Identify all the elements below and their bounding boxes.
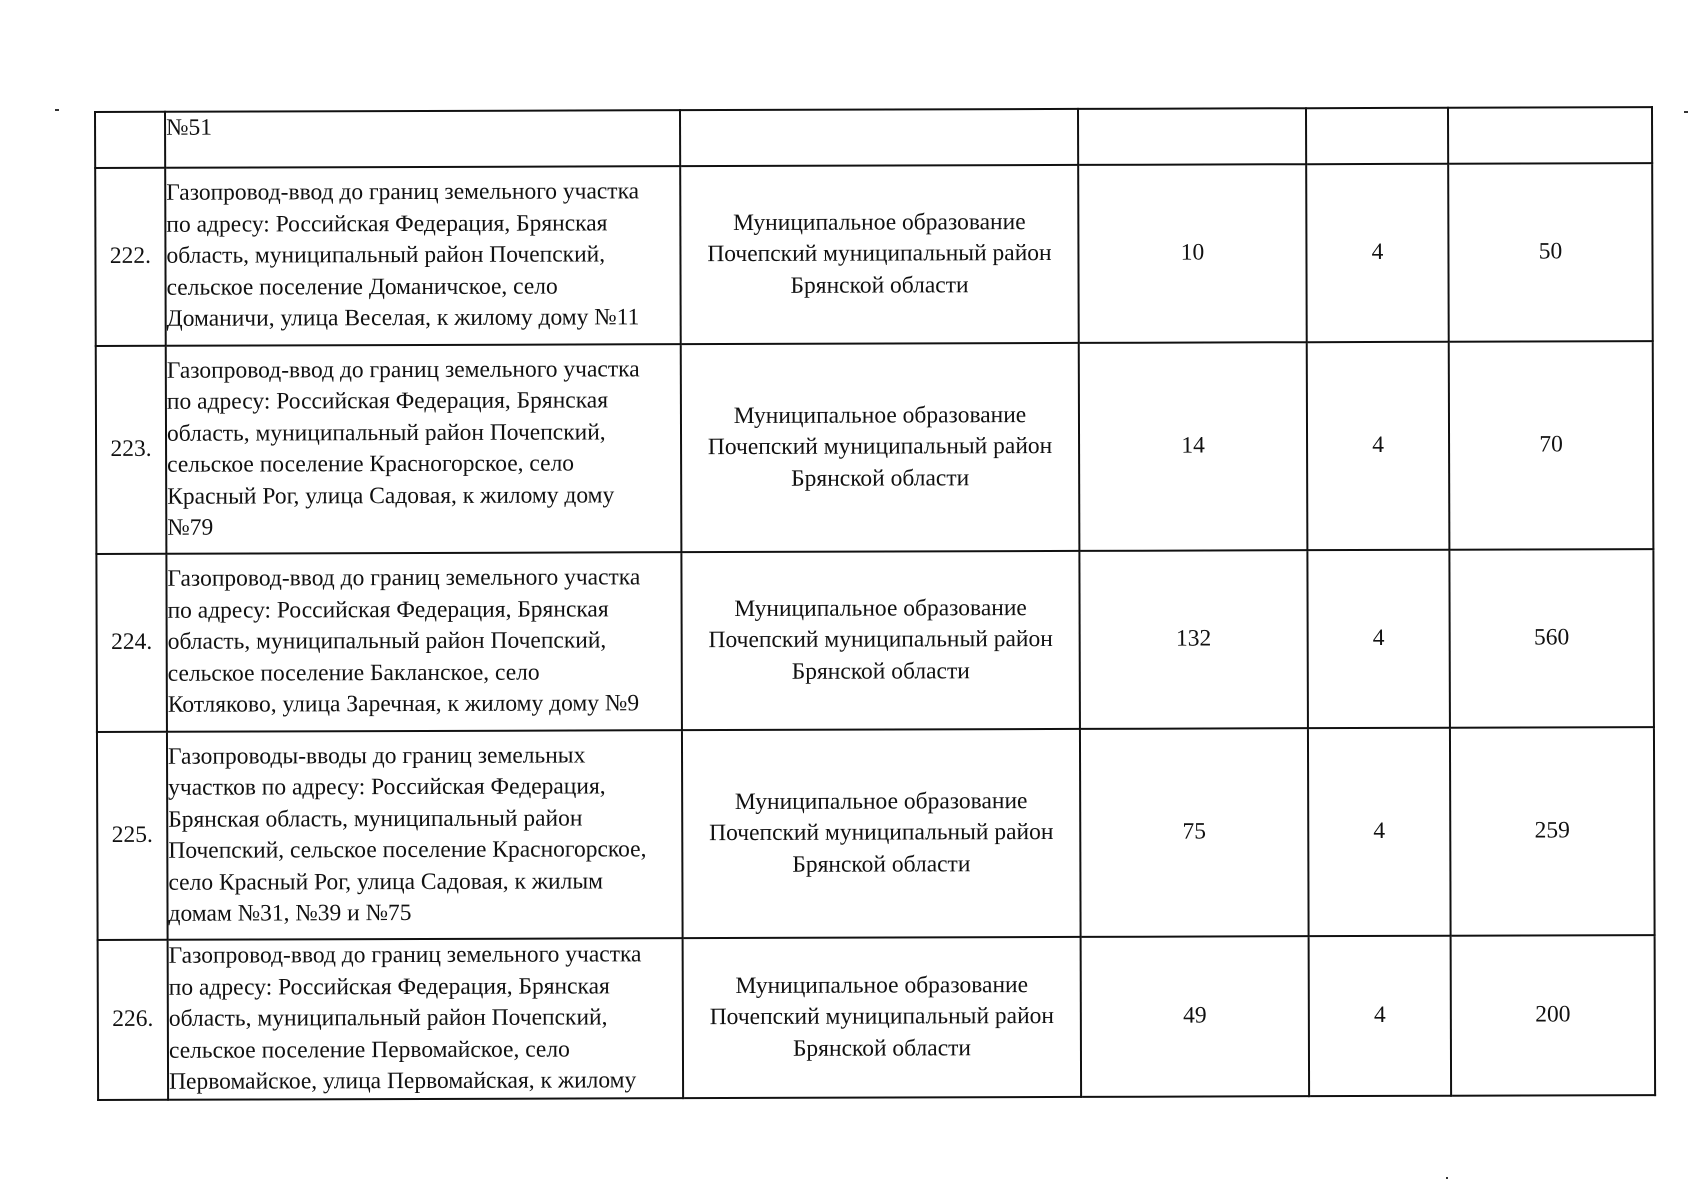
description-line: Брянская область, муниципальный район: [168, 804, 583, 833]
row-number-cell: 225.: [97, 732, 168, 940]
description-line: Красный Рог, улица Садовая, к жилому дому: [167, 481, 615, 510]
value-cell-col4: 10: [1078, 164, 1307, 343]
owner-cell: [683, 937, 1082, 1098]
object-description-cell: [168, 938, 684, 1100]
owner-cell: [682, 729, 1081, 938]
owner-line: Муниципальное образование: [734, 594, 1027, 622]
description-line: Газопровод-ввод до границ земельного участка: [166, 355, 640, 384]
value-cell-col6: [1448, 107, 1652, 164]
description-line: Газопровод-ввод до границ земельного участка: [168, 941, 642, 970]
description-line: область, муниципальный район Почепский,: [167, 627, 607, 656]
description-line: сельское поселение Бакланское, село: [167, 659, 540, 687]
object-description-cell: [165, 166, 681, 346]
table-row: [98, 935, 1655, 1100]
row-number-cell: 222.: [95, 168, 166, 346]
gas-pipeline-register-table: [94, 106, 1656, 1101]
description-line: село Красный Рог, улица Садовая, к жилым: [168, 867, 604, 896]
object-description-cell: [167, 730, 683, 940]
table-row: [95, 163, 1653, 346]
row-number-cell: 224.: [96, 554, 167, 732]
value-cell-col6: 560: [1449, 549, 1654, 728]
description-line: по адресу: Российская Федерация, Брянская: [166, 210, 608, 238]
owner-line: Брянской области: [791, 658, 970, 685]
value-cell-col6: 259: [1450, 727, 1655, 936]
description-line: область, муниципальный район Почепский,: [166, 418, 606, 447]
scan-artifact-dot: [55, 109, 59, 111]
table-row: [96, 549, 1654, 732]
owner-cell: [681, 343, 1080, 552]
description-line: область, муниципальный район Почепский,: [166, 241, 606, 270]
description-line: Газопровод-ввод до границ земельного участка: [166, 178, 640, 207]
value-cell-col6: 50: [1448, 163, 1653, 342]
value-cell-col4: 75: [1080, 728, 1309, 937]
value-cell-col4: 14: [1079, 342, 1308, 551]
value-cell-col6: 200: [1451, 935, 1656, 1096]
value-cell-col4: [1078, 108, 1306, 165]
scan-artifact-dot: [1684, 111, 1688, 113]
owner-line: Брянской области: [791, 465, 970, 492]
description-line: Почепский, сельское поселение Красногорское,: [168, 836, 647, 864]
owner-cell: [680, 165, 1079, 344]
owner-line: Почепский муниципальный район: [707, 240, 1052, 268]
owner-line: Почепский муниципальный район: [708, 626, 1053, 654]
scan-artifact-dot: [1446, 1177, 1448, 1179]
value-cell-col6: 70: [1449, 341, 1654, 550]
description-line: сельское поселение Доманичское, село: [166, 273, 558, 301]
value-cell-col5: 4: [1307, 550, 1450, 728]
owner-line: Брянской области: [792, 1034, 972, 1062]
value-cell-col4: 49: [1081, 936, 1310, 1097]
value-cell-col5: [1306, 108, 1448, 164]
description-line: Доманичи, улица Веселая, к жилому дому №11: [166, 304, 640, 333]
value-cell-col5: 4: [1308, 728, 1451, 936]
description-line: по адресу: Российская Федерация, Брянская: [166, 387, 609, 415]
table-row: [97, 727, 1655, 940]
object-description-cell: [166, 552, 682, 732]
object-description-cell: [166, 344, 682, 554]
object-description-cell: №51: [165, 110, 680, 168]
description-line: участков по адресу: Российская Федерация,: [168, 773, 606, 801]
owner-line: Муниципальное образование: [734, 787, 1028, 815]
description-line: сельское поселение Красногорское, село: [167, 450, 575, 478]
table-row-continuation: [95, 107, 1652, 168]
description-line: №79: [167, 514, 214, 541]
owner-line: Муниципальное образование: [733, 401, 1027, 429]
description-line: область, муниципальный район Почепский,: [168, 1004, 608, 1033]
row-number-cell: 223.: [96, 346, 167, 554]
value-cell-col5: 4: [1307, 342, 1450, 550]
row-number-cell: [95, 112, 165, 168]
value-cell-col5: 4: [1306, 164, 1449, 342]
value-cell-col4: 132: [1079, 550, 1308, 729]
owner-line: Почепский муниципальный район: [709, 819, 1054, 847]
value-cell-col5: 4: [1309, 936, 1452, 1096]
description-line: домам №31, №39 и №75: [168, 900, 412, 927]
owner-cell: [681, 551, 1080, 730]
owner-line: Почепский муниципальный район: [709, 1003, 1055, 1031]
description-line: Котляково, улица Заречная, к жилому дому №9: [167, 690, 640, 719]
description-line: сельское поселение Первомайское, село: [168, 1036, 570, 1064]
owner-line: Муниципальное образование: [735, 971, 1029, 999]
description-line: Газопровод-ввод до границ земельного участка: [167, 564, 641, 593]
owner-cell: [680, 109, 1078, 166]
description-line: по адресу: Российская Федерация, Брянская: [168, 973, 610, 1001]
table-row: [96, 341, 1654, 554]
owner-line: Почепский муниципальный район: [707, 433, 1053, 461]
owner-line: Брянской области: [792, 851, 971, 878]
row-number-cell: 226.: [98, 940, 169, 1100]
description-line: по адресу: Российская Федерация, Брянская: [167, 596, 609, 624]
description-line: Первомайское, улица Первомайская, к жилому: [169, 1067, 637, 1096]
description-line: Газопроводы-вводы до границ земельных: [167, 741, 586, 770]
owner-line: Муниципальное образование: [733, 208, 1026, 236]
owner-line: Брянской области: [790, 272, 969, 299]
